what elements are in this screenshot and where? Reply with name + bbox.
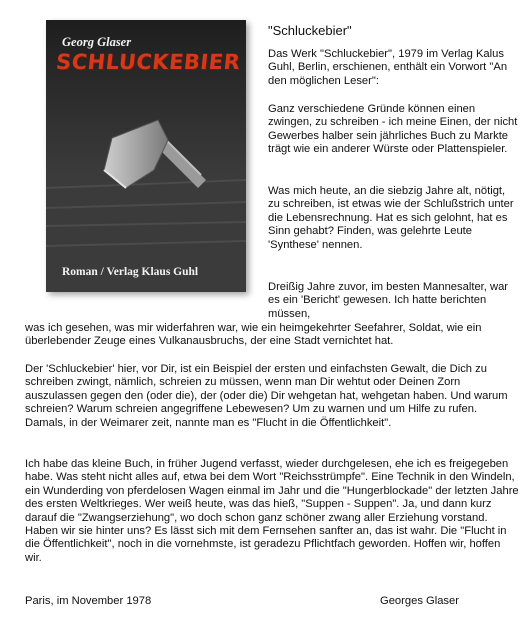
paragraph-schluckebier: Der 'Schluckebier' hier, vor Dir, ist ein Beispiel der ersten und einfachsten Gewalt, die Dich zu schreiben zwingt, nämlich, schreien zu müssen, wenn man Dir wehtut oder Deinen Zorn auszulassen gegen den (oder die), der (oder die) Dir wehgetan hat, wehgetan haben. Und warum schreien? Warum schreien angegriffene Lebewesen? Um zu warnen und um Hilfe zu rufen. Damals, in der Weimarer zeit, nannte man es "Flucht in die Öffentlichkeit". [25, 363, 508, 429]
cover-publisher: Roman / Verlag Klaus Guhl [62, 266, 199, 278]
book-cover-image [46, 20, 246, 292]
paragraph-reasons: Ganz verschiedene Gründe können einen zwingen, zu schreiben - ich meine Einen, der nicht Gewerbes halber sein jährliches Buch zu Markte trägt wie ein anderer Würste oder Plattenspieler. [268, 103, 518, 156]
paragraph-reread: Ich habe das kleine Buch, in früher Jugend verfasst, wieder durchgelesen, ehe ich es freigegeben habe. Was steht nicht alles auf, etwa bei dem Wort "Reichsstrümpfe". Eine Technik in den Windeln, ein Wunderding von pferdelosen Wagen einmal im Jahr und die "Hungerblockade" der letzten Jahre des ersten Weltkrieges. Wer weiß heute, was das hieß, "Suppen - Suppen". Ja, und dann kurz darauf die "Zwangserziehung", wo doch schon ganz schöner zwang aller Erziehung vorstand. Haben wir sie hinter uns? Es lässt sich mit dem Fernsehen sanfter an, das ist wahr. Die "Flucht in die Öffentlichkeit", noch in die vornehmste, ist geradezu Pflichtfach geworden. Hoffen wir, hoffen wir. [25, 458, 519, 564]
signature: Georges Glaser [380, 595, 459, 607]
place-date: Paris, im November 1978 [25, 595, 152, 607]
paragraph-report: was ich gesehen, was mir widerfahren war, wie ein heimgekehrter Seefahrer, Soldat, wie ein überlebender Zeuge eines Vulkanausbruchs, der eine Stadt vernichtet hat. [25, 322, 482, 348]
cover-author: Georg Glaser [62, 35, 132, 49]
paragraph-thirty-years: Dreißig Jahre zuvor, im besten Mannesalter, war es ein 'Bericht' gewesen. Ich hatte berichten müssen, [268, 281, 509, 320]
cover-title: SCHLUCKEBIER [54, 50, 242, 74]
paragraph-intro: Das Werk "Schluckebier", 1979 im Verlag Kalus Guhl, Berlin, erschienen, enthält ein Vorwort "An den möglichen Leser": [268, 48, 508, 87]
document-heading: "Schluckebier" [268, 23, 352, 38]
paragraph-seventy: Was mich heute, an die siebzig Jahre alt, nötigt, zu schreiben, ist etwas wie der Schlußstrich unter die Lebensrechnung. Hat es sich gelohnt, hat es Sinn gehabt? Finden, was gelehrte Leute 'Synthese' nennen. [268, 185, 514, 251]
